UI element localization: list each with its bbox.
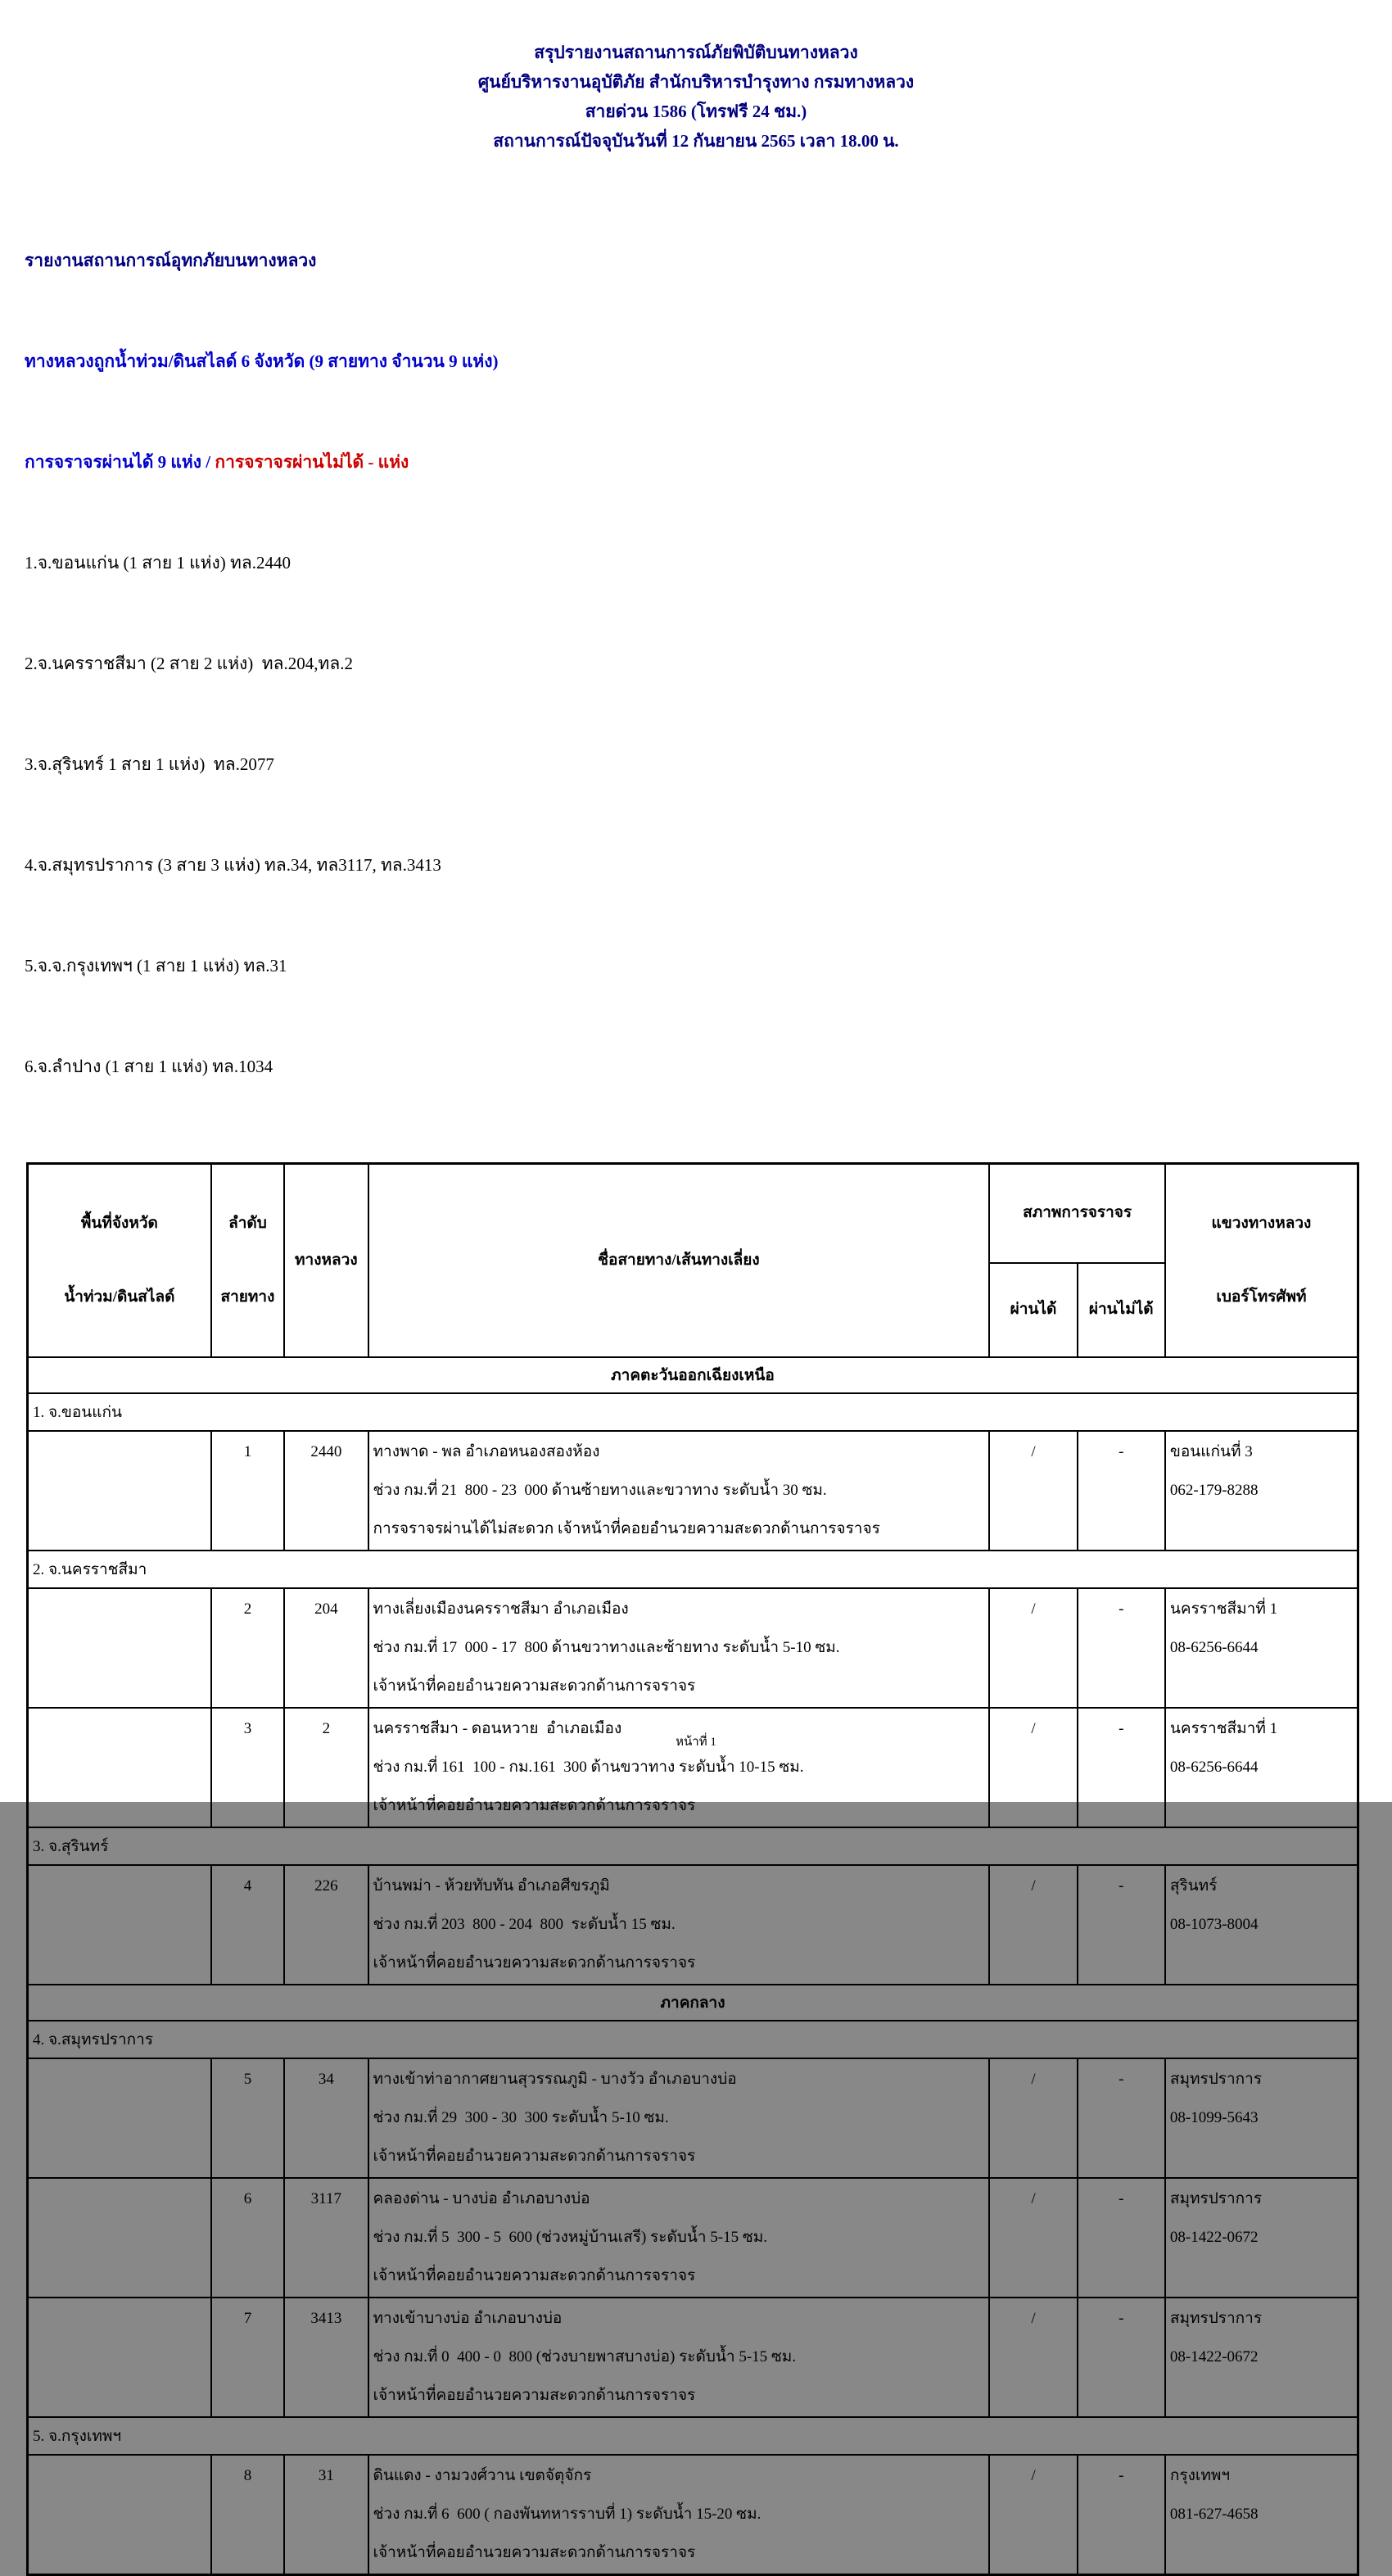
traffic-passable-mark: / bbox=[1031, 1877, 1036, 1895]
row-number-cell bbox=[211, 1588, 284, 1708]
province-row bbox=[28, 2417, 1358, 2455]
row-number: 1 bbox=[243, 1443, 252, 1460]
route-km-line: ช่วง กม.ที่ 0 400 - 0 800 (ช่วงบายพาสบางบ่อ) ระดับน้ำ 5-15 ซม. bbox=[373, 2348, 797, 2365]
row-number-cell bbox=[211, 1708, 284, 1827]
row-number: 5 bbox=[243, 2071, 252, 2088]
route-note-line: เจ้าหน้าที่คอยอำนวยความสะดวกด้านการจราจร bbox=[373, 1954, 696, 1972]
region-section-row bbox=[28, 1357, 1358, 1393]
route-description-cell bbox=[368, 2178, 990, 2298]
col-header-order-line1: ลำดับ bbox=[228, 1215, 267, 1232]
traffic-not-passable-mark: - bbox=[1119, 1600, 1124, 1618]
route-description-cell bbox=[368, 2058, 990, 2178]
province-summary-item: 6.จ.ลำปาง (1 สาย 1 แห่ง) ทล.1034 bbox=[25, 1057, 273, 1076]
region-section-label: ภาคตะวันออกเฉียงเหนือ bbox=[28, 1357, 1358, 1393]
traffic-not-passable-text: การจราจรผ่านไม่ได้ - แห่ง bbox=[215, 452, 409, 472]
area-cell bbox=[28, 2058, 211, 2178]
province-label: 2. จ.นครราชสีมา bbox=[28, 1551, 1358, 1588]
district-phone: 08-1422-0672 bbox=[1169, 2229, 1259, 2246]
traffic-passable-cell bbox=[989, 1588, 1077, 1708]
area-cell bbox=[28, 2455, 211, 2575]
traffic-passable-cell bbox=[989, 2298, 1077, 2417]
highway-number-cell bbox=[284, 2058, 368, 2178]
highway-number: 2 bbox=[322, 1720, 331, 1737]
traffic-passable-mark: / bbox=[1031, 2467, 1036, 2484]
traffic-passable-cell bbox=[989, 2178, 1077, 2298]
route-km-line: ช่วง กม.ที่ 17 000 - 17 800 ด้านขวาทางและซ้ายทาง ระดับน้ำ 5-10 ซม. bbox=[373, 1639, 840, 1656]
col-header-order-line2: สายทาง bbox=[220, 1288, 275, 1306]
row-number-cell bbox=[211, 1431, 284, 1551]
highway-number-cell bbox=[284, 1431, 368, 1551]
district-name: นครราชสีมาที่ 1 bbox=[1169, 1600, 1278, 1618]
province-row bbox=[28, 1551, 1358, 1588]
district-name: นครราชสีมาที่ 1 bbox=[1169, 1720, 1278, 1737]
row-number: 6 bbox=[243, 2190, 252, 2207]
traffic-not-passable-mark: - bbox=[1119, 2071, 1124, 2088]
district-name: สมุทรปราการ bbox=[1169, 2190, 1263, 2207]
route-description-cell bbox=[368, 1588, 990, 1708]
district-contact-cell bbox=[1165, 1588, 1358, 1708]
traffic-not-passable-cell bbox=[1078, 2298, 1165, 2417]
route-name-line: ทางพาด - พล อำเภอหนองสองห้อง bbox=[373, 1443, 600, 1460]
col-header-order bbox=[211, 1164, 284, 1358]
route-note-line: เจ้าหน้าที่คอยอำนวยความสะดวกด้านการจราจร bbox=[373, 1677, 696, 1695]
highway-number-cell bbox=[284, 1865, 368, 1985]
flood-summary-line: ทางหลวงถูกน้ำท่วม/ดินสไลด์ 6 จังหวัด (9 สายทาง จำนวน 9 แห่ง) bbox=[25, 351, 499, 371]
district-contact-cell bbox=[1165, 2455, 1358, 2575]
traffic-passable-mark: / bbox=[1031, 2190, 1036, 2207]
route-km-line: ช่วง กม.ที่ 21 800 - 23 000 ด้านซ้ายทางและขวาทาง ระดับน้ำ 30 ซม. bbox=[373, 1482, 827, 1499]
traffic-not-passable-cell bbox=[1078, 1588, 1165, 1708]
col-header-district-line2: เบอร์โทรศัพท์ bbox=[1216, 1288, 1307, 1306]
intro-block bbox=[25, 177, 1367, 1151]
traffic-not-passable-cell bbox=[1078, 1431, 1165, 1551]
route-description-cell bbox=[368, 1431, 990, 1551]
province-label: 4. จ.สมุทรปราการ bbox=[28, 2021, 1358, 2058]
route-name-line: ทางเลี่ยงเมืองนครราชสีมา อำเภอเมือง bbox=[373, 1600, 629, 1618]
province-label: 5. จ.กรุงเทพฯ bbox=[28, 2417, 1358, 2455]
table-row bbox=[28, 1431, 1358, 1551]
route-name-line: คลองด่าน - บางบ่อ อำเภอบางบ่อ bbox=[373, 2190, 590, 2207]
traffic-status-line bbox=[25, 446, 1367, 479]
traffic-passable-mark: / bbox=[1031, 2071, 1036, 2088]
district-contact-cell bbox=[1165, 1708, 1358, 1827]
table-row bbox=[28, 1865, 1358, 1985]
district-name: ขอนแก่นที่ 3 bbox=[1169, 1443, 1253, 1460]
district-phone: 08-1099-5643 bbox=[1169, 2109, 1259, 2126]
row-number: 8 bbox=[243, 2467, 252, 2484]
col-header-route-name: ชื่อสายทาง/เส้นทางเลี่ยง bbox=[368, 1164, 990, 1358]
district-contact-cell bbox=[1165, 1865, 1358, 1985]
traffic-passable-mark: / bbox=[1031, 1443, 1036, 1460]
table-row bbox=[28, 1708, 1358, 1827]
route-km-line: ช่วง กม.ที่ 6 600 ( กองพันทหารราบที่ 1) ระดับน้ำ 15-20 ซม. bbox=[373, 2506, 762, 2523]
row-number: 3 bbox=[243, 1720, 252, 1737]
district-contact-cell bbox=[1165, 2178, 1358, 2298]
area-cell bbox=[28, 2298, 211, 2417]
highway-number-cell bbox=[284, 1588, 368, 1708]
col-header-traffic-condition: สภาพการจราจร bbox=[989, 1164, 1165, 1263]
route-km-line: ช่วง กม.ที่ 5 300 - 5 600 (ช่วงหมู่บ้านเสรี) ระดับน้ำ 5-15 ซม. bbox=[373, 2229, 767, 2246]
district-contact-cell bbox=[1165, 2298, 1358, 2417]
route-name-line: ทางเข้าท่าอากาศยานสุวรรณภูมิ - บางวัว อำเภอบางบ่อ bbox=[373, 2071, 737, 2088]
district-phone: 08-1073-8004 bbox=[1169, 1916, 1259, 1933]
highway-number: 226 bbox=[314, 1877, 338, 1895]
traffic-not-passable-cell bbox=[1078, 2455, 1165, 2575]
area-cell bbox=[28, 1588, 211, 1708]
row-number-cell bbox=[211, 2455, 284, 2575]
route-note-line: เจ้าหน้าที่คอยอำนวยความสะดวกด้านการจราจร bbox=[373, 2544, 696, 2561]
route-description-cell bbox=[368, 2298, 990, 2417]
row-number-cell bbox=[211, 2178, 284, 2298]
district-phone: 08-6256-6644 bbox=[1169, 1759, 1259, 1776]
traffic-passable-cell bbox=[989, 2455, 1077, 2575]
hotline-line: สายด่วน 1586 (โทรฟรี 24 ชม.) bbox=[585, 102, 807, 121]
highway-number: 204 bbox=[314, 1600, 338, 1618]
district-name: สมุทรปราการ bbox=[1169, 2310, 1263, 2327]
province-row bbox=[28, 1827, 1358, 1865]
province-label: 3. จ.สุรินทร์ bbox=[28, 1827, 1358, 1865]
highway-number: 3117 bbox=[310, 2190, 341, 2207]
row-number-cell bbox=[211, 2298, 284, 2417]
traffic-not-passable-mark: - bbox=[1119, 2190, 1124, 2207]
province-row bbox=[28, 2021, 1358, 2058]
highway-number: 2440 bbox=[310, 1443, 342, 1460]
route-description-cell bbox=[368, 1865, 990, 1985]
col-header-area-line1: พื้นที่จังหวัด bbox=[80, 1215, 158, 1232]
traffic-passable-text: การจราจรผ่านได้ 9 แห่ง / bbox=[25, 452, 215, 472]
traffic-passable-mark: / bbox=[1031, 2310, 1036, 2327]
table-row bbox=[28, 2178, 1358, 2298]
highway-number: 34 bbox=[318, 2071, 334, 2088]
route-note-line: เจ้าหน้าที่คอยอำนวยความสะดวกด้านการจราจร bbox=[373, 1797, 696, 1814]
table-row bbox=[28, 2455, 1358, 2575]
highway-number: 3413 bbox=[310, 2310, 342, 2327]
traffic-not-passable-mark: - bbox=[1119, 2310, 1124, 2327]
traffic-not-passable-mark: - bbox=[1119, 1877, 1124, 1895]
area-cell bbox=[28, 1431, 211, 1551]
province-summary-item: 1.จ.ขอนแก่น (1 สาย 1 แห่ง) ทล.2440 bbox=[25, 553, 291, 573]
page-number: หน้าที่ 1 bbox=[676, 1736, 716, 1749]
route-km-line: ช่วง กม.ที่ 29 300 - 30 300 ระดับน้ำ 5-10 ซม. bbox=[373, 2109, 669, 2126]
district-phone: 062-179-8288 bbox=[1169, 1482, 1259, 1499]
col-header-highway: ทางหลวง bbox=[284, 1164, 368, 1358]
document-org: ศูนย์บริหารงานอุบัติภัย สำนักบริหารบำรุงทาง กรมทางหลวง bbox=[477, 72, 915, 92]
col-header-area-line2: น้ำท่วม/ดินสไลด์ bbox=[64, 1288, 175, 1306]
table-row bbox=[28, 1588, 1358, 1708]
area-cell bbox=[28, 1865, 211, 1985]
highway-number: 31 bbox=[318, 2467, 334, 2484]
district-phone: 08-6256-6644 bbox=[1169, 1639, 1259, 1656]
route-description-cell bbox=[368, 2455, 990, 2575]
col-header-district bbox=[1165, 1164, 1358, 1358]
route-name-line: ทางเข้าบางบ่อ อำเภอบางบ่อ bbox=[373, 2310, 563, 2327]
route-name-line: บ้านพม่า - ห้วยทับทัน อำเภอศีขรภูมิ bbox=[373, 1877, 610, 1895]
province-label: 1. จ.ขอนแก่น bbox=[28, 1393, 1358, 1431]
province-summary-item: 2.จ.นครราชสีมา (2 สาย 2 แห่ง) ทล.204,ทล.2 bbox=[25, 654, 353, 673]
area-cell bbox=[28, 1708, 211, 1827]
traffic-passable-mark: / bbox=[1031, 1600, 1036, 1618]
document-header bbox=[0, 0, 1392, 156]
highway-number-cell bbox=[284, 2455, 368, 2575]
col-header-passable: ผ่านได้ bbox=[989, 1263, 1077, 1357]
traffic-not-passable-mark: - bbox=[1119, 1720, 1124, 1737]
traffic-passable-cell bbox=[989, 1865, 1077, 1985]
traffic-passable-mark: / bbox=[1031, 1720, 1036, 1737]
col-header-district-line1: แขวงทางหลวง bbox=[1211, 1215, 1312, 1232]
report-section-title: รายงานสถานการณ์อุทกภัยบนทางหลวง bbox=[25, 251, 317, 270]
traffic-passable-cell bbox=[989, 1708, 1077, 1827]
district-phone: 08-1422-0672 bbox=[1169, 2348, 1259, 2365]
district-contact-cell bbox=[1165, 1431, 1358, 1551]
district-name: สุรินทร์ bbox=[1169, 1877, 1218, 1895]
traffic-not-passable-cell bbox=[1078, 2058, 1165, 2178]
province-summary-item: 3.จ.สุรินทร์ 1 สาย 1 แห่ง) ทล.2077 bbox=[25, 754, 274, 774]
highway-number-cell bbox=[284, 1708, 368, 1827]
district-name: สมุทรปราการ bbox=[1169, 2071, 1263, 2088]
table-row bbox=[28, 2058, 1358, 2178]
area-cell bbox=[28, 2178, 211, 2298]
province-summary-item: 4.จ.สมุทรปราการ (3 สาย 3 แห่ง) ทล.34, ทล3117, ทล.3413 bbox=[25, 855, 441, 875]
province-summary-item: 5.จ.จ.กรุงเทพฯ (1 สาย 1 แห่ง) ทล.31 bbox=[25, 956, 287, 976]
region-section-label: ภาคกลาง bbox=[28, 1985, 1358, 2021]
route-note-line: เจ้าหน้าที่คอยอำนวยความสะดวกด้านการจราจร bbox=[373, 2267, 696, 2284]
route-km-line: ช่วง กม.ที่ 161 100 - กม.161 300 ด้านขวาทาง ระดับน้ำ 10-15 ซม. bbox=[373, 1759, 804, 1776]
row-number: 2 bbox=[243, 1600, 252, 1618]
row-number: 7 bbox=[243, 2310, 252, 2327]
route-name-line: นครราชสีมา - ดอนหวาย อำเภอเมือง bbox=[373, 1720, 622, 1737]
highway-number-cell bbox=[284, 2178, 368, 2298]
table-row bbox=[28, 2298, 1358, 2417]
region-section-row bbox=[28, 1985, 1358, 2021]
traffic-not-passable-mark: - bbox=[1119, 2467, 1124, 2484]
route-note-line: เจ้าหน้าที่คอยอำนวยความสะดวกด้านการจราจร bbox=[373, 2387, 696, 2404]
traffic-passable-cell bbox=[989, 1431, 1077, 1551]
col-header-area bbox=[28, 1164, 211, 1358]
col-header-not-passable: ผ่านไม่ได้ bbox=[1078, 1263, 1165, 1357]
row-number-cell bbox=[211, 1865, 284, 1985]
row-number: 4 bbox=[243, 1877, 252, 1895]
district-name: กรุงเทพฯ bbox=[1169, 2467, 1231, 2484]
status-datetime-line: สถานการณ์ปัจจุบันวันที่ 12 กันยายน 2565 เวลา 18.00 น. bbox=[493, 131, 899, 151]
traffic-not-passable-cell bbox=[1078, 2178, 1165, 2298]
route-note-line: การจราจรผ่านได้ไม่สะดวก เจ้าหน้าที่คอยอำนวยความสะดวกด้านการจราจร bbox=[373, 1520, 880, 1537]
district-contact-cell bbox=[1165, 2058, 1358, 2178]
highway-number-cell bbox=[284, 2298, 368, 2417]
route-km-line: ช่วง กม.ที่ 203 800 - 204 800 ระดับน้ำ 15 ซม. bbox=[373, 1916, 676, 1933]
document-title: สรุปรายงานสถานการณ์ภัยพิบัติบนทางหลวง bbox=[534, 43, 858, 62]
route-name-line: ดินแดง - งามวงศ์วาน เขตจัตุจักร bbox=[373, 2467, 592, 2484]
route-note-line: เจ้าหน้าที่คอยอำนวยความสะดวกด้านการจราจร bbox=[373, 2148, 696, 2165]
route-description-cell bbox=[368, 1708, 990, 1827]
table-header-row bbox=[28, 1164, 1358, 1263]
traffic-not-passable-mark: - bbox=[1119, 1443, 1124, 1460]
province-row bbox=[28, 1393, 1358, 1431]
traffic-not-passable-cell bbox=[1078, 1708, 1165, 1827]
flood-report-table bbox=[26, 1162, 1359, 2576]
traffic-not-passable-cell bbox=[1078, 1865, 1165, 1985]
traffic-passable-cell bbox=[989, 2058, 1077, 2178]
row-number-cell bbox=[211, 2058, 284, 2178]
district-phone: 081-627-4658 bbox=[1169, 2506, 1259, 2523]
